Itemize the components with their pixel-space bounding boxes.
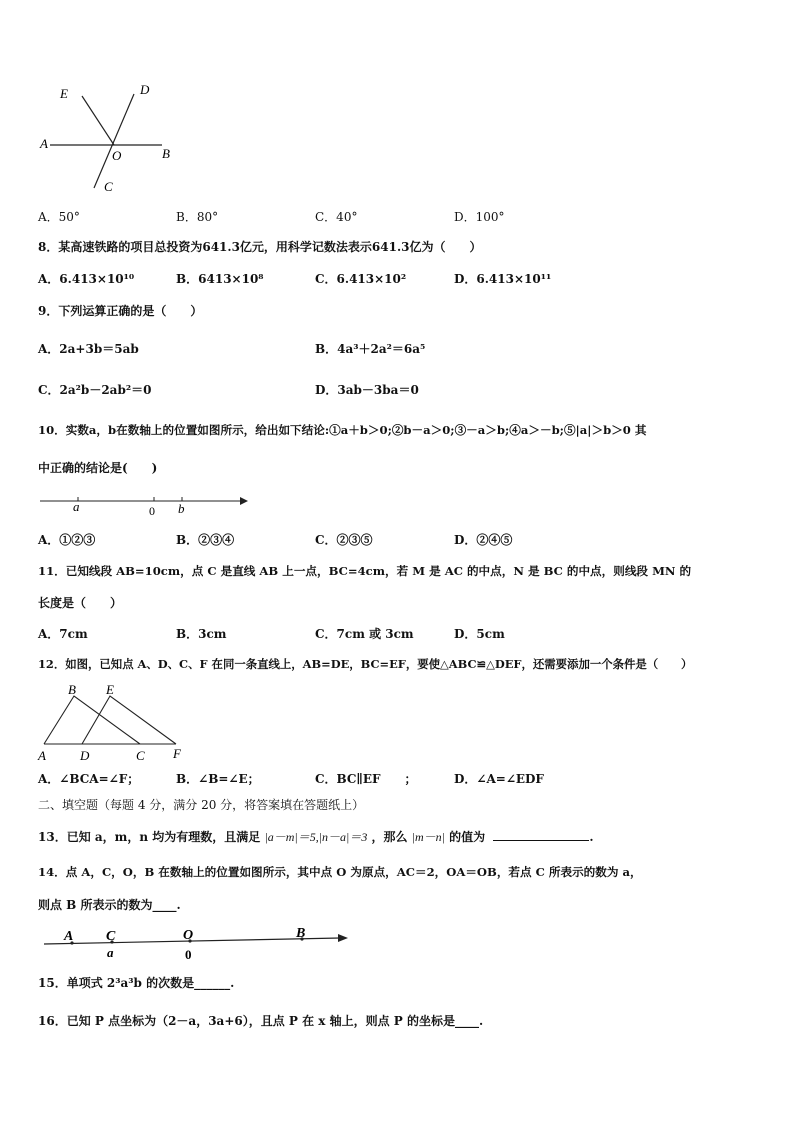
label-B: B <box>162 146 170 161</box>
q13-stem <box>38 828 594 845</box>
q12-label-A: A <box>38 748 46 762</box>
q10-axis-label-0: 0 <box>149 504 155 518</box>
q12-label-E: E <box>106 682 114 697</box>
q10-option-d: D．②④⑤ <box>454 533 513 547</box>
q14-number-line <box>40 926 352 962</box>
q10-stem-line2: 中正确的结论是( ) <box>38 461 158 475</box>
q12-option-b: B．∠B=∠E； <box>176 772 260 786</box>
q11-option-b: B．3cm <box>176 627 227 641</box>
q14-stem-line1: 14．点 A，C，O，B 在数轴上的位置如图所示，其中点 O 为原点，AC＝2，OA＝OB，若点 C 所表示的数为 a， <box>38 865 642 879</box>
q7-option-d: D．100° <box>454 210 505 224</box>
q13-suffix: 的值为 <box>449 830 486 844</box>
q14-label-C: C <box>106 929 116 944</box>
q7-option-a: A．50° <box>38 210 80 224</box>
q15-stem: 15．单项式 2³a³b 的次数是______. <box>38 976 235 990</box>
q14-label-A: A <box>64 929 74 944</box>
q13-prefix: 13．已知 a，m，n 均为有理数，且满足 <box>38 830 261 844</box>
q8-stem: 8．某高速铁路的项目总投资为641.3亿元，用科学记数法表示641.3亿为（ ） <box>38 240 482 254</box>
q14-value-a: a <box>107 945 114 960</box>
q12-label-C: C <box>136 748 145 762</box>
label-E: E <box>60 86 68 101</box>
q12-stem: 12．如图，已知点 A、D、C、F 在同一条直线上，AB=DE，BC=EF，要使△ABC≌△DEF，还需要添加一个条件是（ ） <box>38 657 693 671</box>
label-D: D <box>140 82 150 97</box>
q8-option-a: A．6.413×10¹⁰ <box>38 272 135 286</box>
q10-option-c: C．②③⑤ <box>315 533 373 547</box>
q13-mid: ，那么 <box>371 830 408 844</box>
q11-stem-line1: 11．已知线段 AB=10cm，点 C 是直线 AB 上一点，BC=4cm，若 M 是 AC 的中点，N 是 BC 的中点，则线段 MN 的 <box>38 564 692 578</box>
q8-option-d: D．6.413×10¹¹ <box>454 272 552 286</box>
q9-option-d: D．3ab－3ba＝0 <box>315 383 419 397</box>
label-A: A <box>40 136 48 151</box>
q9-option-b: B．4a³＋2a²＝6a⁵ <box>315 342 426 356</box>
q12-option-c: C．BC∥EF ； <box>315 772 417 786</box>
q16-stem: 16．已知 P 点坐标为（2－a，3a+6），且点 P 在 x 轴上，则点 P 的坐标是____. <box>38 1014 484 1028</box>
q7-angle-figure <box>34 78 194 198</box>
label-O: O <box>112 148 122 163</box>
q12-label-F: F <box>173 746 181 761</box>
q12-label-B: B <box>68 682 76 697</box>
q10-axis-label-a: a <box>73 499 80 514</box>
q10-option-a: A．①②③ <box>38 533 96 547</box>
q13-expression: |m－n| <box>411 830 445 844</box>
q12-label-D: D <box>80 748 90 762</box>
q10-stem-line1: 10．实数a，b在数轴上的位置如图所示，给出如下结论:①a＋b＞0;②b－a＞0;③－a＞b;④a＞－b;⑤|a|＞b＞0 其 <box>38 423 647 437</box>
q9-stem: 9．下列运算正确的是（ ） <box>38 304 203 318</box>
section2-title: 二、填空题（每题 4 分，满分 20 分，将答案填在答题纸上） <box>38 798 365 812</box>
q14-stem-line2: 则点 B 所表示的数为____. <box>38 898 181 912</box>
q8-option-b: B．6413×10⁸ <box>176 272 264 286</box>
q9-option-a: A．2a+3b＝5ab <box>38 342 139 356</box>
q11-option-c: C．7cm 或 3cm <box>315 627 414 641</box>
q14-label-O: O <box>183 928 194 943</box>
q12-triangles-figure <box>36 680 186 762</box>
q11-option-a: A．7cm <box>38 627 88 641</box>
q11-option-d: D．5cm <box>454 627 505 641</box>
q11-stem-line2: 长度是（ ） <box>38 596 123 610</box>
q8-option-c: C．6.413×10² <box>315 272 407 286</box>
q13-condition: |a－m|＝5,|n－a|＝3 <box>264 830 368 844</box>
q10-option-b: B．②③④ <box>176 533 235 547</box>
q10-number-line <box>36 493 248 519</box>
label-C: C <box>104 179 113 194</box>
q13-end: . <box>589 830 594 844</box>
q14-value-0: 0 <box>185 947 192 962</box>
q7-option-b: B．80° <box>176 210 219 224</box>
q12-option-a: A．∠BCA=∠F； <box>38 772 140 786</box>
q7-option-c: C．40° <box>315 210 358 224</box>
q10-axis-label-b: b <box>178 501 185 516</box>
q14-label-B: B <box>296 926 306 941</box>
q9-option-c: C．2a²b－2ab²＝0 <box>38 383 152 397</box>
q12-option-d: D．∠A=∠EDF <box>454 772 544 786</box>
q13-answer-blank[interactable] <box>493 830 589 841</box>
